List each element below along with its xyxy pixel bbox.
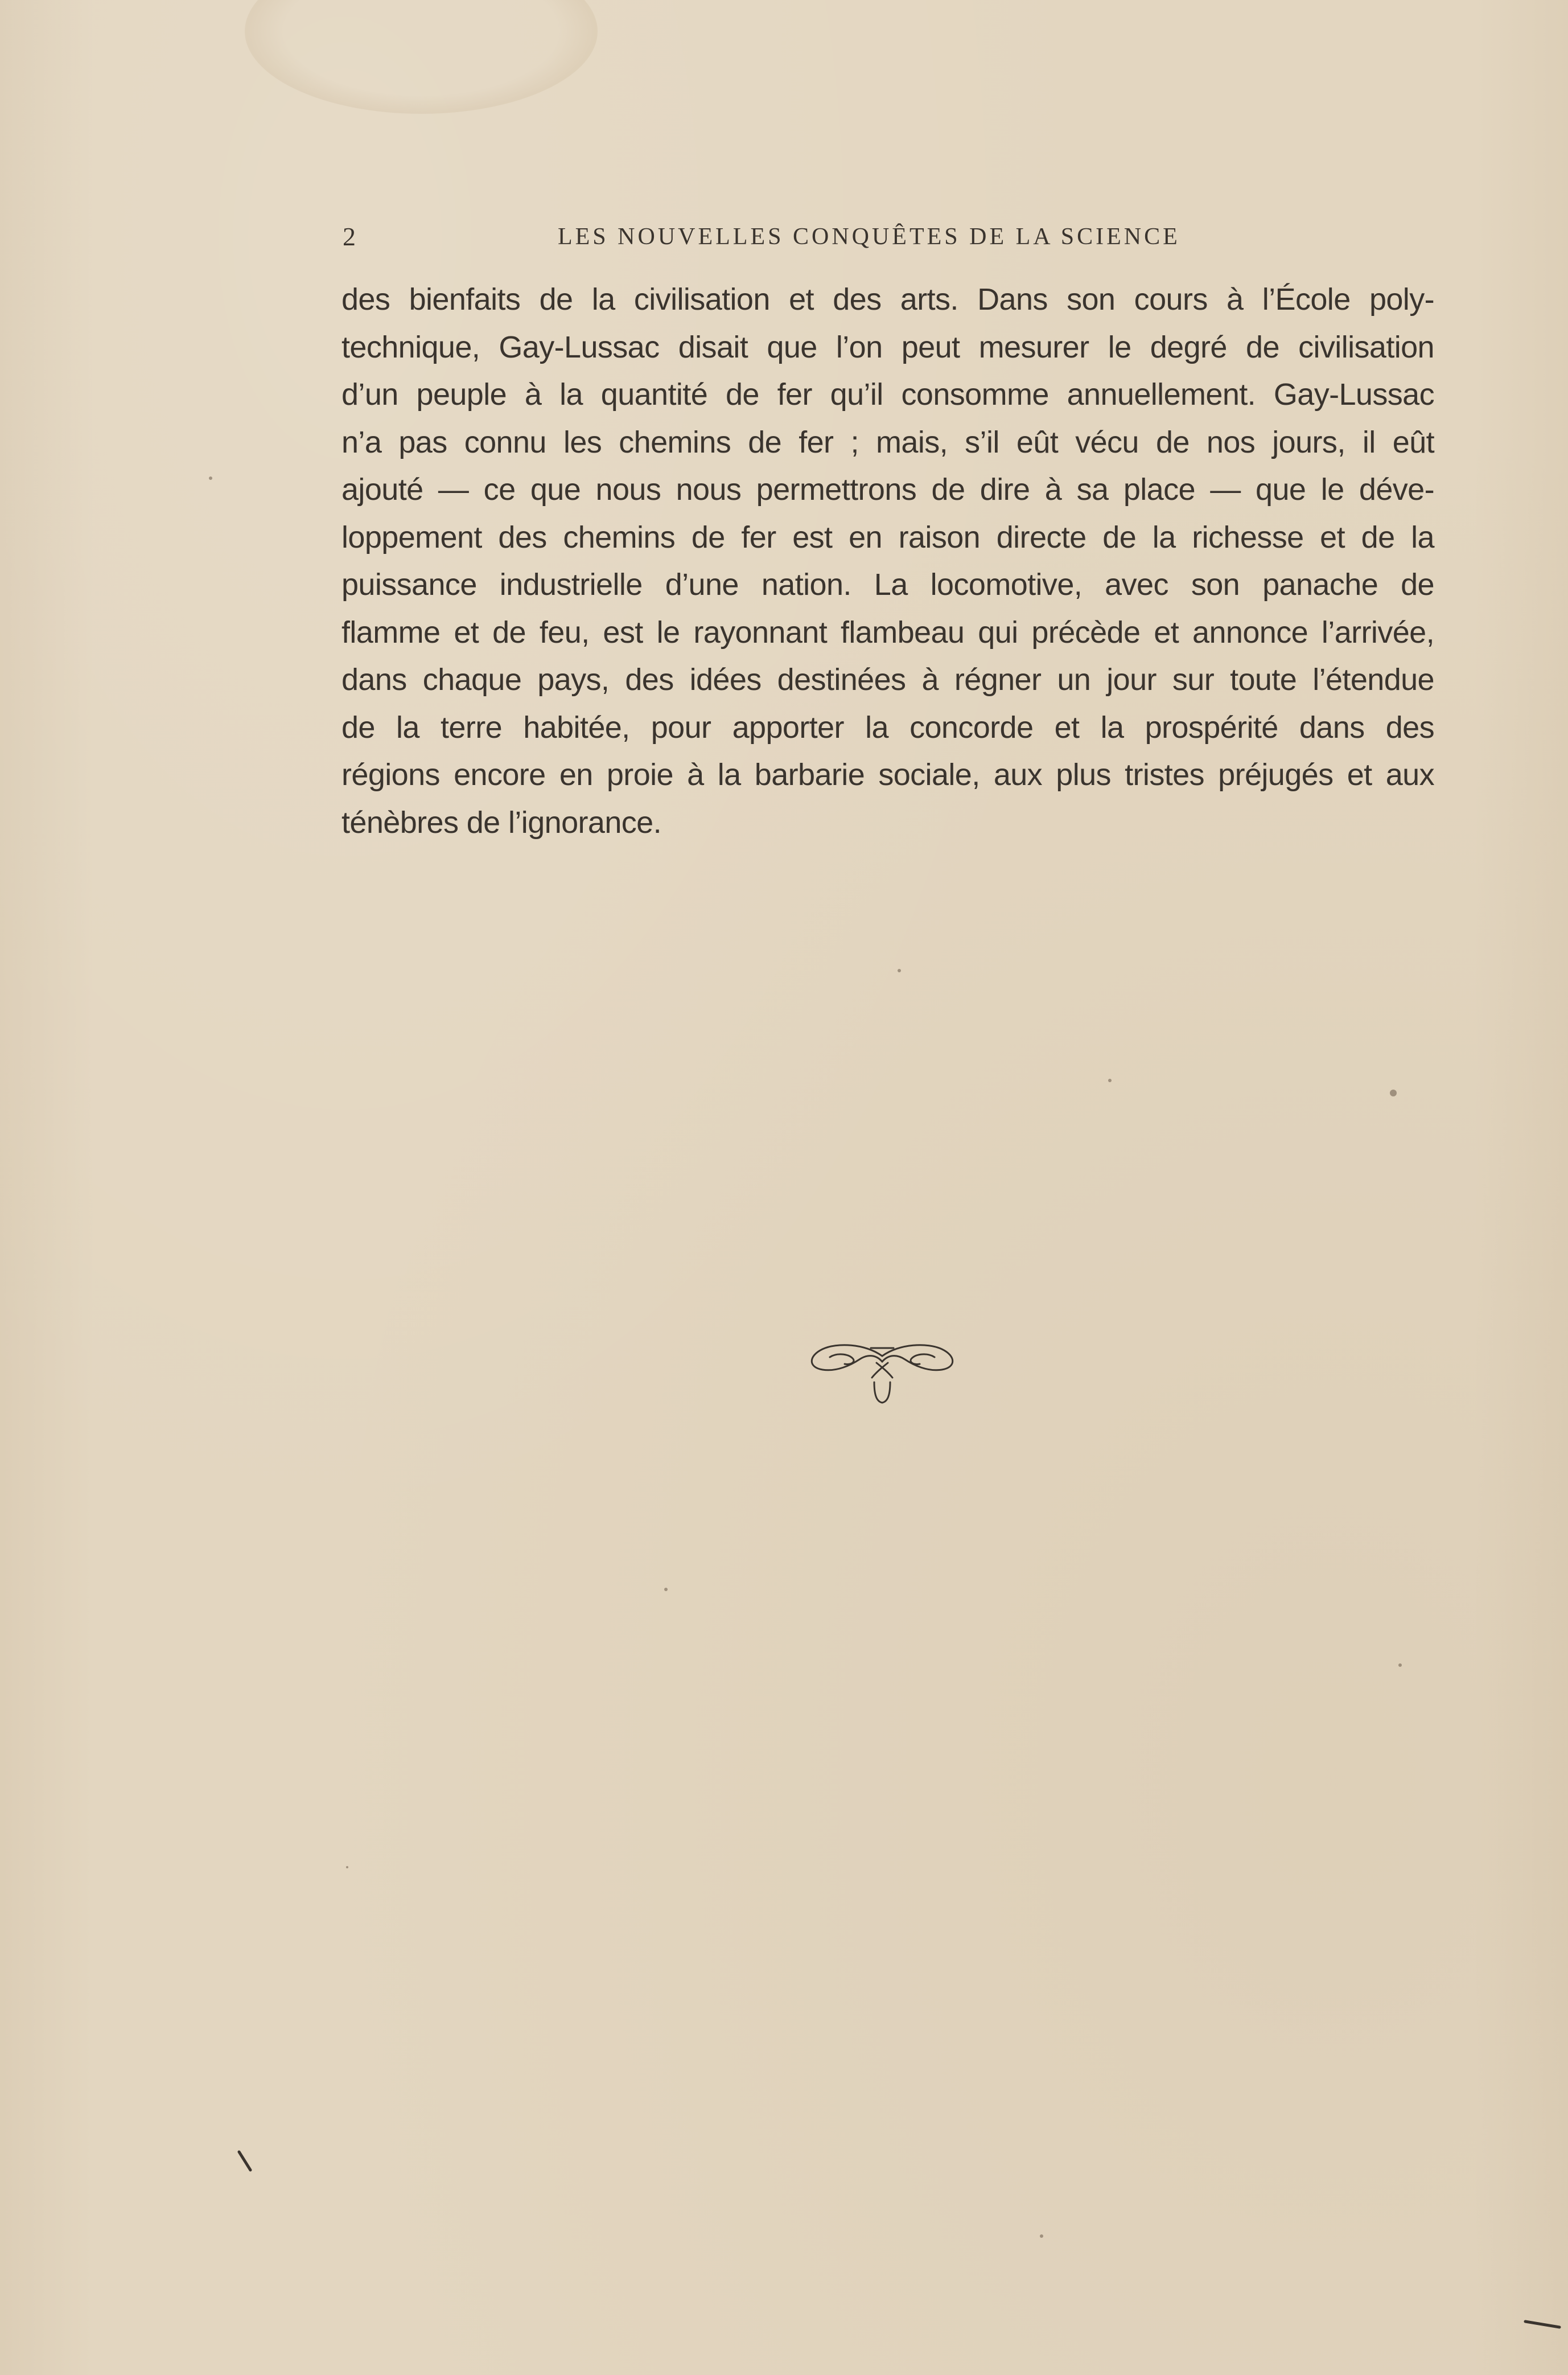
text-line: loppement des chemins de fer est en raison directe de la richesse et de la [341,520,1434,554]
text-line: technique, Gay-Lussac disait que l’on peut mesurer le degré de civilisation [341,330,1434,364]
page-number: 2 [343,222,359,251]
text-line: n’a pas connu les chemins de fer ; mais, s’il eût vécu de nos jours, il eût [341,425,1434,459]
text-line: flamme et de feu, est le rayonnant flambeau qui précède et annonce l’arrivée, [341,615,1434,650]
text-line: puissance industrielle d’une nation. La locomotive, avec son panache de [341,568,1434,602]
text-line: dans chaque pays, des idées destinées à régner un jour sur toute l’étendue [341,663,1434,697]
text-line: d’un peuple à la quantité de fer qu’il consomme annuellement. Gay-Lussac [341,377,1434,412]
running-title: LES NOUVELLES CONQUÊTES DE LA SCIENCE [558,224,1180,250]
text-line: ajouté — ce que nous nous permettrons de dire à sa place — que le déve- [341,472,1434,507]
text-line: des bienfaits de la civilisation et des arts. Dans son cours à l’École poly- [341,282,1434,317]
text-line: ténèbres de l’ignorance. [341,805,661,840]
text-line: régions encore en proie à la barbarie sociale, aux plus tristes préjugés et aux [341,758,1434,792]
text-line: de la terre habitée, pour apporter la concorde et la prospérité dans des [341,710,1434,745]
